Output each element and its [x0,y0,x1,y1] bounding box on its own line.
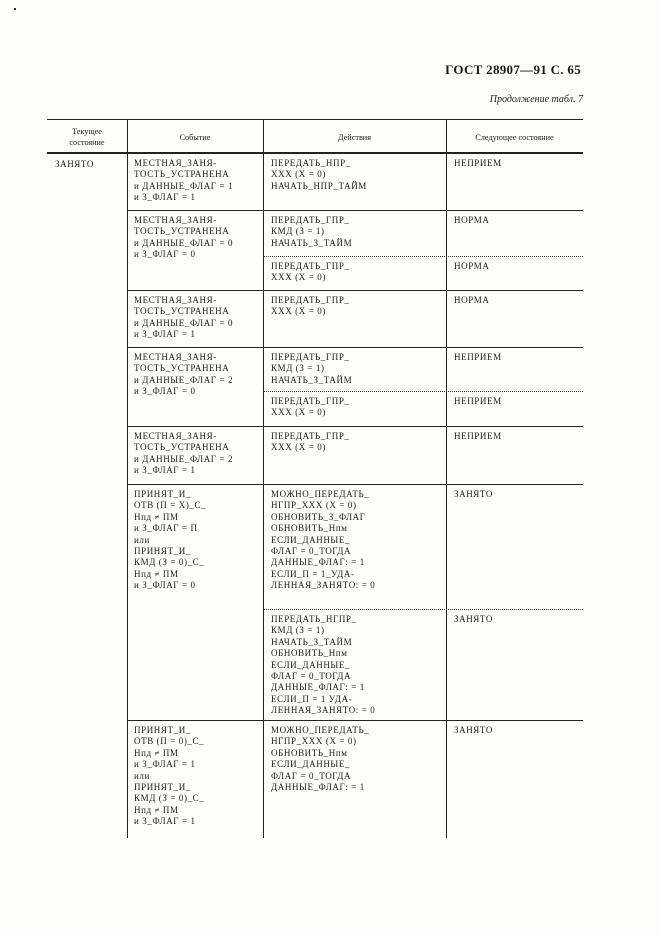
next-state-cell: ЗАНЯТО [454,725,493,735]
event-cell: МЕСТНАЯ_ЗАНЯ- ТОСТЬ_УСТРАНЕНА и ДАННЫЕ_ФЛАГ = 1 и З_ФЛАГ = 1 [134,158,234,203]
event-cell: МЕСТНАЯ_ЗАНЯ- ТОСТЬ_УСТРАНЕНА и ДАННЫЕ_ФЛАГ = 0 и З_ФЛАГ = 1 [134,295,234,340]
action-cell: ПЕРЕДАТЬ_ГПР_ КМД (З = 1) НАЧАТЬ_З_ТАЙМ [271,215,353,248]
next-state-cell: НЕПРИЕМ [454,158,502,168]
row-divider [127,210,583,211]
action-cell: ПЕРЕДАТЬ_НПР_ ХХХ (Х = 0) НАЧАТЬ_НПР_ТАЙМ [271,158,367,191]
column-header: Событие [179,132,211,142]
page-header: ГОСТ 28907—91 С. 65 [445,62,581,77]
sub-divider [263,609,583,610]
column-header: Действия [338,132,371,142]
sub-divider [263,256,583,257]
event-cell: ПРИНЯТ_И_ ОТВ (П = 0)_С_ Нпд ≠ ПМ и З_ФЛАГ = 1 или ПРИНЯТ_И_ КМД (З = 0)_С_ Нпд ≠ ПМ и З_ФЛАГ = 1 [134,725,205,827]
event-cell: МЕСТНАЯ_ЗАНЯ- ТОСТЬ_УСТРАНЕНА и ДАННЫЕ_ФЛАГ = 0 и З_ФЛАГ = 0 [134,215,234,260]
column-header: Следующее состояние [475,132,554,142]
scan-mark [14,8,16,10]
event-cell: ПРИНЯТ_И_ ОТВ (П = Х)_С_ Нпд ≠ ПМ и З_ФЛАГ = П или ПРИНЯТ_И_ КМД (З = 0)_С_ Нпд ≠ ПМ и З_ФЛАГ = 0 [134,489,207,591]
current-state: ЗАНЯТО [55,159,94,169]
next-state-cell: НЕПРИЕМ [454,396,502,406]
row-divider [127,347,583,348]
sub-divider [263,391,583,392]
action-cell: ПЕРЕДАТЬ_НГПР_ КМД (З = 1) НАЧАТЬ_З_ТАЙМ ОБНОВИТЬ_Нпм ЕСЛИ_ДАННЫЕ_ ФЛАГ = 0_ТОГДА ДАННЫЕ_ФЛАГ: = 1 ЕСЛИ_П = 1 УДА- ЛЕННАЯ_ЗАНЯТО: = 0 [271,614,376,716]
column-header: Текущее состояние [69,127,105,147]
next-state-cell: НЕПРИЕМ [454,352,502,362]
column-divider [127,154,128,838]
row-divider [127,426,583,427]
next-state-cell: НОРМА [454,295,490,305]
action-cell: МОЖНО_ПЕРЕДАТЬ_ НГПР_ХХХ (Х = 0) ОБНОВИТЬ_Нпм ЕСЛИ_ДАННЫЕ_ ФЛАГ = 0_ТОГДА ДАННЫЕ_ФЛАГ: = 1 [271,725,370,793]
next-state-cell: НОРМА [454,215,490,225]
action-cell: ПЕРЕДАТЬ_ГПР_ ХХХ (Х = 0) [271,396,350,418]
row-divider [127,484,583,485]
action-cell: ПЕРЕДАТЬ_ГПР_ ХХХ (Х = 0) [271,431,350,453]
event-cell: МЕСТНАЯ_ЗАНЯ- ТОСТЬ_УСТРАНЕНА и ДАННЫЕ_ФЛАГ = 2 и З_ФЛАГ = 0 [134,352,234,397]
row-divider [127,290,583,291]
action-cell: ПЕРЕДАТЬ_ГПР_ ХХХ (Х = 0) [271,261,350,283]
action-cell: ПЕРЕДАТЬ_ГПР_ КМД (З = 1) НАЧАТЬ_З_ТАЙМ [271,352,353,385]
action-cell: МОЖНО_ПЕРЕДАТЬ_ НГПР_ХХХ (Х = 0) ОБНОВИТЬ_З_ФЛАГ ОБНОВИТЬ_Нпм ЕСЛИ_ДАННЫЕ_ ФЛАГ = 0_ТОГДА ДАННЫЕ_ФЛАГ: = 1 ЕСЛИ_П = 1_УДА- ЛЕННАЯ_ЗАНЯТО: = 0 [271,489,376,591]
next-state-cell: ЗАНЯТО [454,614,493,624]
action-cell: ПЕРЕДАТЬ_ГПР_ ХХХ (Х = 0) [271,295,350,317]
next-state-cell: НОРМА [454,261,490,271]
table-continuation-label: Продолжение табл. 7 [489,94,583,105]
row-divider [127,720,583,721]
next-state-cell: НЕПРИЕМ [454,431,502,441]
event-cell: МЕСТНАЯ_ЗАНЯ- ТОСТЬ_УСТРАНЕНА и ДАННЫЕ_ФЛАГ = 2 и З_ФЛАГ = 1 [134,431,234,476]
next-state-cell: ЗАНЯТО [454,489,493,499]
